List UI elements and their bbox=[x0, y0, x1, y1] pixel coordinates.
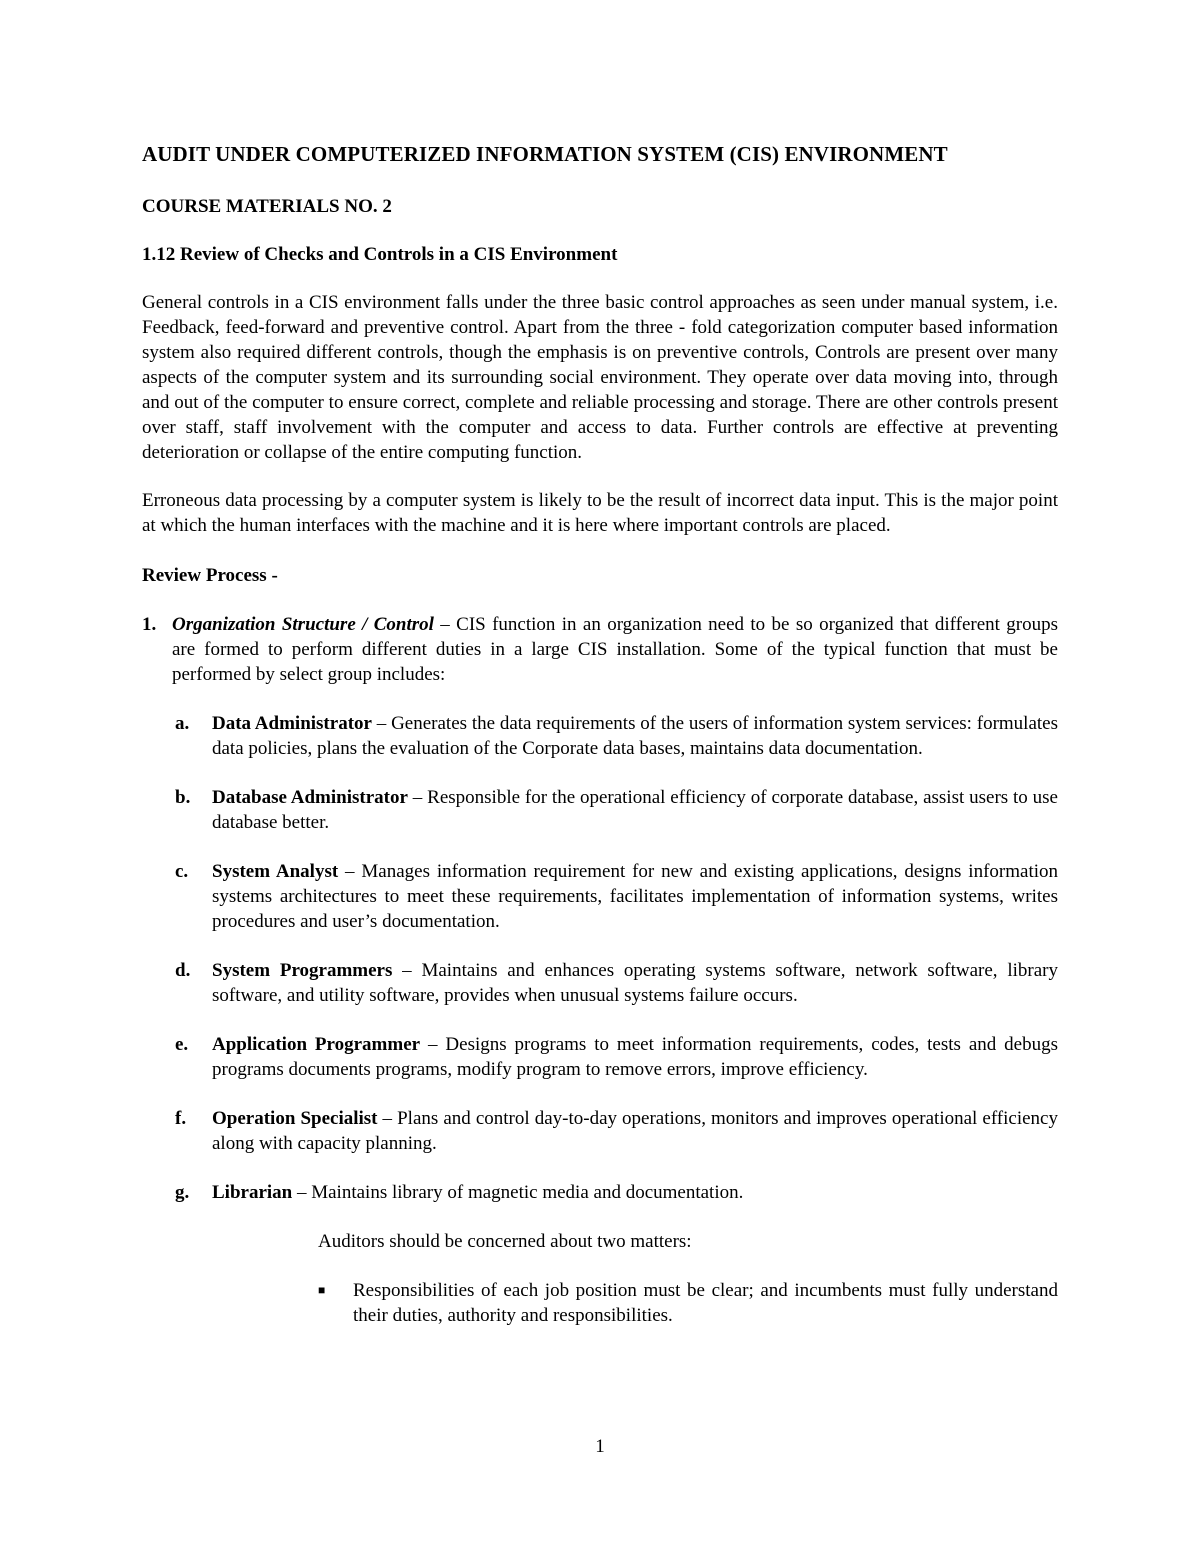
sub-item-letter: c. bbox=[175, 861, 189, 882]
sub-item-term: System Programmers bbox=[212, 960, 393, 981]
sub-item-term: System Analyst bbox=[212, 861, 339, 882]
sub-item-term: Librarian bbox=[212, 1182, 293, 1203]
sub-item-text: – Manages information requirement for new and existing applications, designs information systems architectures to meet these requirements, facilitates implementation of information systems, writes procedures and user’s documentation. bbox=[212, 861, 1059, 932]
sub-item-letter: b. bbox=[175, 787, 191, 808]
page-number: 1 bbox=[595, 1436, 605, 1457]
paragraph-erroneous-data: Erroneous data processing by a computer system is likely to be the result of incorrect data input. This is the major point at which the human interfaces with the machine and it is here where important controls are placed. bbox=[142, 490, 1058, 536]
document-title: AUDIT UNDER COMPUTERIZED INFORMATION SYSTEM (CIS) ENVIRONMENT bbox=[142, 142, 948, 166]
sub-item-letter: a. bbox=[175, 713, 190, 734]
square-bullet-icon: ■ bbox=[318, 1283, 326, 1297]
sub-item-data-administrator bbox=[142, 711, 1058, 761]
sub-item-letter: e. bbox=[175, 1034, 189, 1055]
sub-item-letter: d. bbox=[175, 960, 191, 981]
sub-item-text: – Generates the data requirements of the users of information system services: formulates data policies, plans the evaluation of the Corporate data bases, maintains data documentation. bbox=[212, 713, 1058, 759]
paragraph-general-controls: General controls in a CIS environment falls under the three basic control approaches as seen under manual system, i.e. Feedback, feed-forward and preventive control. Apart from the three - fold categorization computer based information system also required different controls, though the emphasis is on preventive controls, Controls are present over many aspects of the computer system and its surrounding social environment. They operate over data moving into, through and out of the computer to ensure correct, complete and reliable processing and storage. There are other controls present over staff, staff involvement with the computer and access to data. Further controls are effective at preventing deterioration or collapse of the entire computing function. bbox=[142, 292, 1058, 463]
sub-item-term: Operation Specialist bbox=[212, 1108, 378, 1129]
list-item-body bbox=[172, 612, 1058, 687]
sub-item-term: Database Administrator bbox=[212, 787, 408, 808]
sub-item-text: – Maintains and enhances operating systems software, network software, library software, and utility software, provides when unusual systems failure occurs. bbox=[212, 960, 1058, 1006]
sub-item-system-analyst bbox=[142, 859, 1058, 934]
sub-item-text: – Designs programs to meet information requirements, codes, tests and debugs programs documents programs, modify program to remove errors, improve efficiency. bbox=[212, 1034, 1059, 1080]
list-number: 1. bbox=[142, 614, 157, 635]
sub-item-librarian bbox=[142, 1180, 1058, 1205]
sub-item-database-administrator bbox=[142, 785, 1058, 835]
sub-item-text: – Responsible for the operational efficiency of corporate database, assist users to use database better. bbox=[212, 787, 1058, 833]
sub-item-letter: g. bbox=[175, 1182, 190, 1203]
sub-item-application-programmer bbox=[142, 1032, 1058, 1082]
list-item-term: Organization Structure / Control bbox=[172, 614, 434, 635]
course-heading: COURSE MATERIALS NO. 2 bbox=[142, 196, 392, 217]
sub-item-system-programmers bbox=[142, 958, 1058, 1008]
sub-item-text: – Plans and control day-to-day operations, monitors and improves operational efficiency along with capacity planning. bbox=[212, 1108, 1058, 1154]
sub-item-text: – Maintains library of magnetic media and documentation. bbox=[292, 1182, 744, 1203]
sub-item-term: Data Administrator bbox=[212, 713, 372, 734]
list-item-text: – CIS function in an organization need to be so organized that different groups are formed to perform different duties in a large CIS installation. Some of the typical function that must be performed by select group includes: bbox=[172, 614, 1058, 685]
review-process-heading: Review Process - bbox=[142, 565, 278, 586]
sub-item-operation-specialist bbox=[142, 1106, 1058, 1156]
sub-item-term: Application Programmer bbox=[212, 1034, 421, 1055]
document-page bbox=[142, 140, 1058, 1328]
section-heading: 1.12 Review of Checks and Controls in a CIS Environment bbox=[142, 244, 618, 265]
sub-item-letter: f. bbox=[175, 1108, 187, 1129]
auditors-concern-text: Auditors should be concerned about two matters: bbox=[318, 1231, 692, 1252]
list-item-organization-structure bbox=[142, 612, 1058, 687]
bullet-item-responsibilities bbox=[142, 1278, 1058, 1328]
bullet-text: Responsibilities of each job position must be clear; and incumbents must fully understand their duties, authority and responsibilities. bbox=[353, 1280, 1058, 1326]
